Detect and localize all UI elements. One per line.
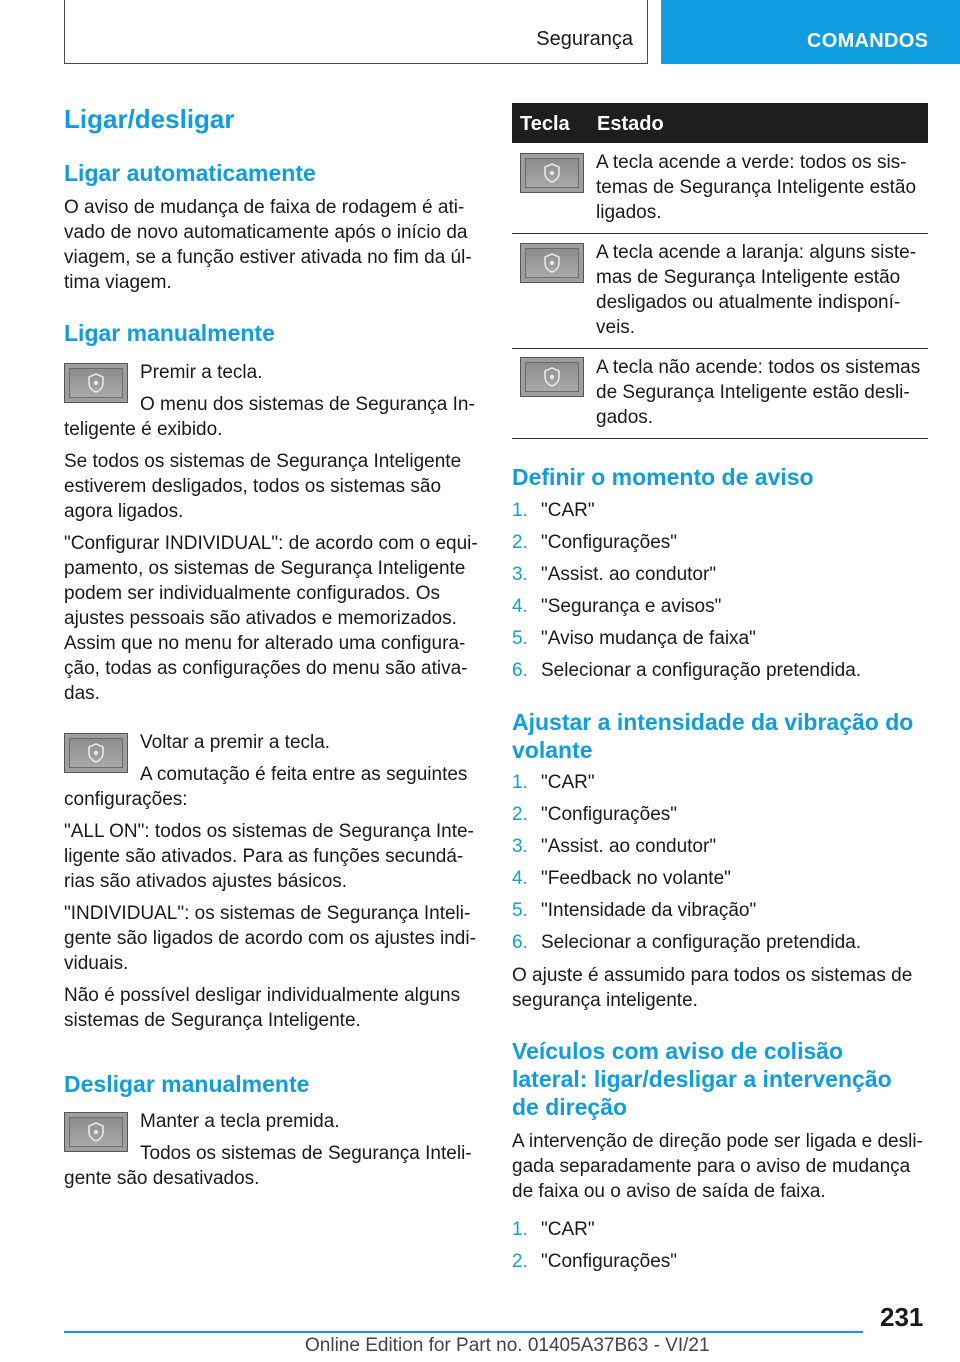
- step-number: 5.: [512, 628, 528, 649]
- key3-result-line2: gente são desativados.: [64, 1168, 260, 1189]
- steps-warning-time: [512, 498, 928, 690]
- list-item: [512, 1217, 928, 1249]
- key2-result-line1: A comutação é feita entre as seguintes: [140, 764, 468, 785]
- list-item: [512, 594, 928, 626]
- step-text: "Intensidade da vibração": [541, 900, 757, 921]
- paragraph-all-off: Se todos os sistemas de Segurança Inteligente estiverem desligados, todos os sistemas são agora ligados.: [64, 451, 462, 522]
- table-row: [512, 234, 928, 349]
- heading-warning-time: Definir o momento de aviso: [512, 464, 814, 490]
- footer-edition: Online Edition for Part no. 01405A37B63 - VI/21: [305, 1335, 710, 1356]
- paragraph-individual-2: "INDIVIDUAL": os sistemas de Segurança Inteli- gente são ligados de acordo com os ajustes indi- viduais.: [64, 903, 476, 974]
- column-header-key: Tecla: [520, 113, 570, 135]
- header-section-box: [64, 0, 648, 64]
- heading-manual-on: Ligar manualmente: [64, 320, 275, 346]
- table-cell-state: A tecla acende a laranja: alguns siste- mas de Segurança Inteligente estão desligados ou atualmente indisponí- veis.: [596, 242, 917, 338]
- step-number: 2.: [512, 532, 528, 553]
- footer-divider: [64, 1331, 863, 1333]
- paragraph-auto: O aviso de mudança de faixa de rodagem é ati- vado de novo automaticamente após o início da viagem, se a função estiver ativada no fim da úl- tima viagem.: [64, 197, 472, 293]
- heading-side-collision-line3: de direção: [512, 1094, 628, 1120]
- table-row: [512, 349, 928, 439]
- table-header: [512, 103, 928, 143]
- table-cell-state: A tecla acende a verde: todos os sis- temas de Segurança Inteligente estão ligados.: [596, 152, 917, 223]
- table-cell-state: A tecla não acende: todos os sistemas de Segurança Inteligente estão desli- gados.: [596, 357, 921, 428]
- safety-button-icon: [520, 153, 584, 193]
- safety-button-icon: [64, 1112, 128, 1152]
- step-text: "CAR": [541, 1219, 595, 1240]
- step-number: 4.: [512, 596, 528, 617]
- steps-vibration: [512, 770, 928, 962]
- heading-auto: Ligar automaticamente: [64, 160, 316, 186]
- list-item: [512, 898, 928, 930]
- table-row: [512, 143, 928, 234]
- key1-instruction: Premir a tecla.: [140, 362, 263, 383]
- step-text: "Feedback no volante": [541, 868, 731, 889]
- heading-manual-off: Desligar manualmente: [64, 1071, 310, 1097]
- step-text: "Configurações": [541, 532, 678, 553]
- list-item: [512, 1249, 928, 1281]
- step-number: 1.: [512, 1219, 528, 1240]
- step-number: 1.: [512, 500, 528, 521]
- page-number: 231: [880, 1302, 924, 1332]
- step-text: "CAR": [541, 500, 595, 521]
- key3-result-line1: Todos os sistemas de Segurança Inteli-: [140, 1143, 472, 1164]
- chapter-title: COMANDOS: [807, 30, 929, 52]
- step-text: Selecionar a configuração pretendida.: [541, 660, 862, 681]
- step-number: 1.: [512, 772, 528, 793]
- step-number: 6.: [512, 932, 528, 953]
- safety-button-icon: [520, 357, 584, 397]
- list-item: [512, 802, 928, 834]
- step-number: 3.: [512, 564, 528, 585]
- list-item: [512, 930, 928, 962]
- step-text: "CAR": [541, 772, 595, 793]
- key2-instruction: Voltar a premir a tecla.: [140, 732, 331, 753]
- list-item: [512, 834, 928, 866]
- step-number: 5.: [512, 900, 528, 921]
- page-title: Ligar/desligar: [64, 104, 235, 134]
- list-item: [512, 626, 928, 658]
- key2-result-line2: configurações:: [64, 789, 188, 810]
- step-number: 2.: [512, 1251, 528, 1272]
- column-header-state: Estado: [597, 113, 664, 135]
- heading-vibration-line1: Ajustar a intensidade da vibração do: [512, 709, 914, 735]
- paragraph-not-possible: Não é possível desligar individualmente alguns sistemas de Segurança Inteligente.: [64, 985, 461, 1031]
- list-item: [512, 530, 928, 562]
- chapter-tab[interactable]: [661, 0, 960, 64]
- step-text: "Aviso mudança de faixa": [541, 628, 756, 649]
- key1-result-line1: O menu dos sistemas de Segurança In-: [140, 394, 475, 415]
- paragraph-individual: "Configurar INDIVIDUAL": de acordo com o equi- pamento, os sistemas de Segurança Inteligente podem ser individualmente configurados. Os ajustes pessoais são ativados e memorizados. Assim que no menu for alterado uma configura- ção, todas as configurações do menu são ativa- das.: [64, 533, 478, 704]
- step-number: 2.: [512, 804, 528, 825]
- paragraph-side-collision: A intervenção de direção pode ser ligada e desli- gada separadamente para o aviso de mudança de faixa ou o aviso de saída de faixa.: [512, 1131, 923, 1202]
- step-text: "Segurança e avisos": [541, 596, 722, 617]
- heading-vibration-line2: volante: [512, 737, 593, 763]
- key3-instruction: Manter a tecla premida.: [140, 1111, 340, 1132]
- paragraph-all-on: "ALL ON": todos os sistemas de Segurança Inte- ligente são ativados. Para as funções secundá- rias são ativados ajustes básicos.: [64, 821, 474, 892]
- list-item: [512, 562, 928, 594]
- heading-side-collision-line1: Veículos com aviso de colisão: [512, 1038, 844, 1064]
- paragraph-vibration: O ajuste é assumido para todos os sistemas de segurança inteligente.: [512, 965, 913, 1011]
- safety-button-icon: [64, 363, 128, 403]
- step-number: 3.: [512, 836, 528, 857]
- key-status-table: [512, 103, 928, 439]
- step-number: 4.: [512, 868, 528, 889]
- key1-result-line2: teligente é exibido.: [64, 419, 223, 440]
- list-item: [512, 866, 928, 898]
- safety-button-icon: [520, 243, 584, 283]
- step-text: "Assist. ao condutor": [541, 836, 717, 857]
- steps-side-collision: [512, 1217, 928, 1281]
- step-text: "Configurações": [541, 1251, 678, 1272]
- list-item: [512, 658, 928, 690]
- heading-side-collision-line2: lateral: ligar/desligar a intervenção: [512, 1066, 892, 1092]
- list-item: [512, 770, 928, 802]
- step-text: "Configurações": [541, 804, 678, 825]
- step-text: "Assist. ao condutor": [541, 564, 717, 585]
- step-text: Selecionar a configuração pretendida.: [541, 932, 862, 953]
- step-number: 6.: [512, 660, 528, 681]
- safety-button-icon: [64, 733, 128, 773]
- section-title: Segurança: [536, 28, 633, 50]
- list-item: [512, 498, 928, 530]
